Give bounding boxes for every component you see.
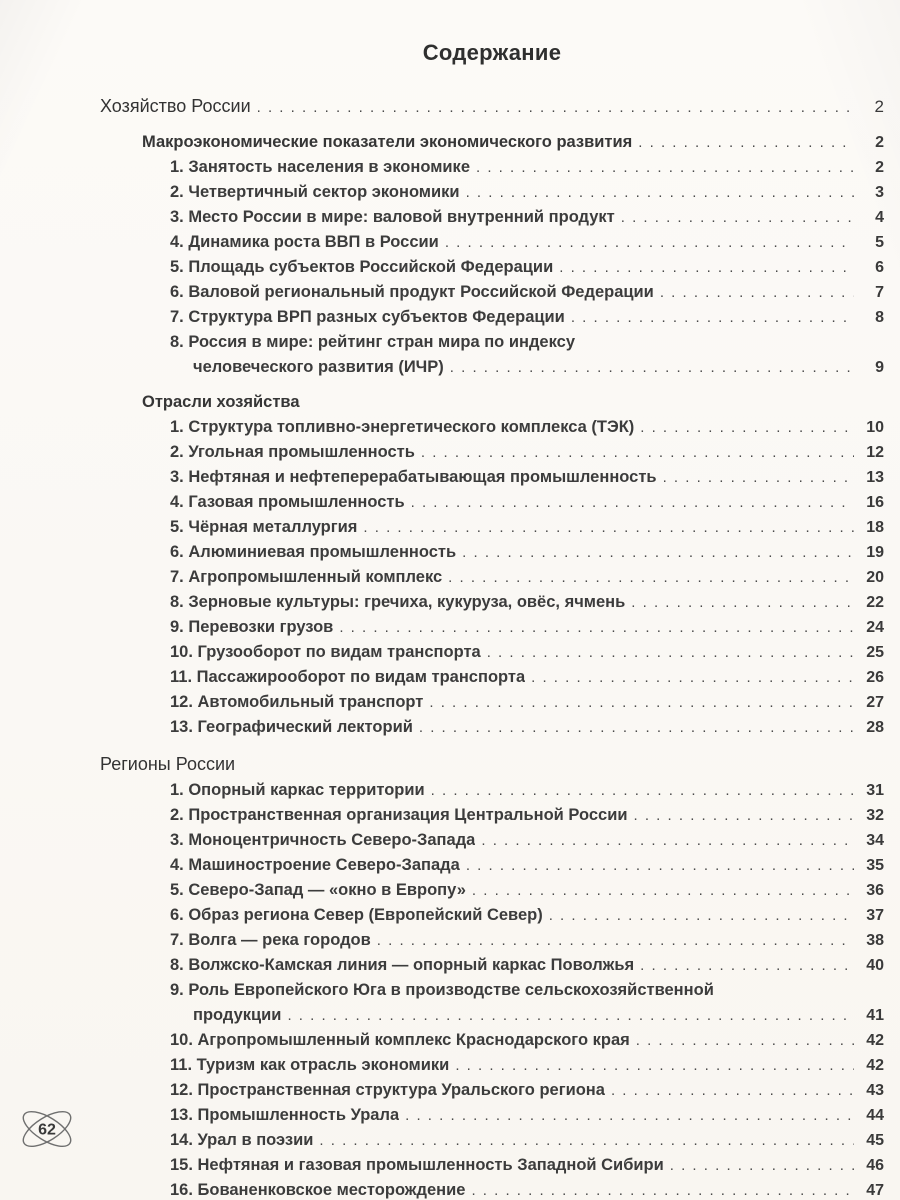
toc-entry-page: 12 [866,444,884,461]
toc-entry-page: 13 [866,469,884,486]
toc-entry-text: 12. Пространственная структура Уральского региона [170,1081,605,1099]
toc-entry [100,440,884,465]
toc-entry [100,390,884,415]
toc-entry [100,205,884,230]
toc-entry-page: 20 [866,569,884,586]
toc-entry-text: 8. Зерновые культуры: гречиха, кукуруза, овёс, ячмень [170,593,626,611]
toc-entry-page: 38 [866,932,884,949]
dot-leader [421,440,854,465]
toc-entry-text: 10. Агропромышленный комплекс Краснодарского края [170,1031,630,1049]
toc-entry [100,330,884,355]
toc-entry-page: 2 [875,159,884,176]
toc-entry-text: 8. Россия в мире: рейтинг стран мира по индексу [170,333,575,351]
toc-entry-text: 1. Занятость населения в экономике [170,158,470,176]
toc-entry [100,853,884,878]
dot-leader [571,305,854,330]
page-title: Содержание [422,40,562,65]
dot-leader [640,953,854,978]
toc-entry-page: 10 [866,419,884,436]
toc-entry [100,1178,884,1200]
toc-entry [100,130,884,155]
toc-entry-page: 25 [866,644,884,661]
dot-leader [339,615,854,640]
toc-entry-text: 6. Образ региона Север (Европейский Север) [170,906,543,924]
toc-entry [100,565,884,590]
toc-entry [100,928,884,953]
toc-entry-text: Отрасли хозяйства [142,393,300,411]
toc-entry-page: 22 [866,594,884,611]
toc-entry-page: 42 [866,1032,884,1049]
toc-entry-text: 4. Газовая промышленность [170,493,405,511]
dot-leader [471,1178,854,1200]
toc-entry-text: 15. Нефтяная и газовая промышленность Западной Сибири [170,1156,664,1174]
toc-entry-text: 9. Роль Европейского Юга в производстве сельскохозяйственной [170,981,714,999]
dot-leader [363,515,854,540]
toc-entry-page: 45 [866,1132,884,1149]
toc-entry-text: 3. Место России в мире: валовой внутренний продукт [170,208,615,226]
toc-entry [100,515,884,540]
toc-entry-text: 8. Волжско-Камская линия — опорный каркас Поволжья [170,956,635,974]
toc-entry [100,230,884,255]
toc-entry-text: 6. Алюминиевая промышленность [170,543,457,561]
toc-entry [100,1028,884,1053]
toc-entry [100,690,884,715]
dot-leader [670,1153,854,1178]
dot-leader [462,540,854,565]
toc-entry-text: 4. Машиностроение Северо-Запада [170,856,460,874]
toc-entry-page: 4 [875,209,884,226]
toc-entry [100,590,884,615]
toc-entry-page: 16 [866,494,884,511]
toc-entry-page: 8 [875,309,884,326]
toc-entry [100,715,884,740]
dot-leader [455,1053,854,1078]
toc-entry-text: 12. Автомобильный транспорт [170,693,424,711]
toc-entry-page: 19 [866,544,884,561]
dot-leader [663,465,854,490]
toc-entry-text: 11. Пассажирооборот по видам транспорта [170,668,526,686]
toc-entry-text: 16. Бованенковское месторождение [170,1181,466,1199]
dot-leader [631,590,854,615]
toc-entry [100,640,884,665]
dot-leader [377,928,854,953]
dot-leader [660,280,854,305]
toc-entry-text: продукции [193,1006,282,1024]
dot-leader [448,565,854,590]
dot-leader [481,828,854,853]
toc-entry-text: Регионы России [100,754,236,774]
toc-entry-page: 5 [875,234,884,251]
toc-entry [100,752,884,778]
toc-entry-text: 2. Пространственная организация Центральной России [170,806,628,824]
toc-entry [100,828,884,853]
dot-leader [476,155,854,180]
toc-entry-text: 7. Волга — река городов [170,931,371,949]
toc-entry-text: Макроэкономические показатели экономического развития [142,133,633,151]
toc-entry-text: 10. Грузооборот по видам транспорта [170,643,481,661]
toc-entry [100,415,884,440]
toc-entry-page: 44 [866,1107,884,1124]
dot-leader [549,903,854,928]
toc-entry-page: 7 [875,284,884,301]
toc-entry-page: 24 [866,619,884,636]
dot-leader [431,778,854,803]
toc-entry-page: 46 [866,1157,884,1174]
dot-leader [636,1028,854,1053]
toc-entry-text: 14. Урал в поэзии [170,1131,314,1149]
toc-entry-page: 28 [866,719,884,736]
toc-entry [100,180,884,205]
footer-logo [18,1100,76,1158]
toc-entry-page: 3 [875,184,884,201]
toc-entry [100,953,884,978]
dot-leader [487,640,854,665]
toc-entry [100,1003,884,1028]
toc-entry-page: 9 [875,359,884,376]
toc-entry-page: 43 [866,1082,884,1099]
toc-entry-text: 6. Валовой региональный продукт Российской Федерации [170,283,654,301]
toc-entry [100,615,884,640]
dot-leader [559,255,854,280]
dot-leader [531,665,854,690]
toc-entry [100,355,884,380]
toc-entry-page: 27 [866,694,884,711]
dot-leader [450,355,854,380]
toc-entry [100,94,884,120]
dot-leader [405,1103,854,1128]
dot-leader [472,878,854,903]
toc-entry-page: 36 [866,882,884,899]
toc-content [100,0,884,1200]
toc-entry-page: 47 [866,1182,884,1199]
toc-entry-text: 5. Северо-Запад — «окно в Европу» [170,881,466,899]
toc-entry [100,490,884,515]
toc-entry [100,155,884,180]
toc-entry-text: 13. Промышленность Урала [170,1106,400,1124]
toc-entry [100,255,884,280]
toc-entry-page: 40 [866,957,884,974]
toc-entry-text: 5. Чёрная металлургия [170,518,358,536]
dot-leader [429,690,854,715]
toc-entry-text: 13. Географический лекторий [170,718,413,736]
dot-leader [611,1078,854,1103]
toc-entry-page: 2 [875,134,884,151]
toc-entry-page: 6 [875,259,884,276]
toc-entry-page: 42 [866,1057,884,1074]
toc-list [100,94,884,1200]
dot-leader [319,1128,854,1153]
toc-entry-page: 37 [866,907,884,924]
toc-entry-page: 41 [866,1007,884,1024]
toc-entry [100,878,884,903]
toc-entry [100,778,884,803]
toc-entry-text: 7. Агропромышленный комплекс [170,568,443,586]
toc-entry [100,978,884,1003]
dot-leader [466,853,854,878]
toc-entry [100,540,884,565]
toc-entry-text: Хозяйство России [100,96,251,116]
toc-entry-page: 35 [866,857,884,874]
toc-entry [100,305,884,330]
toc-entry [100,1128,884,1153]
dot-leader [257,94,854,120]
toc-entry-page: 26 [866,669,884,686]
toc-entry-text: 4. Динамика роста ВВП в России [170,233,439,251]
toc-entry-text: 7. Структура ВРП разных субъектов Федерации [170,308,565,326]
dot-leader [445,230,854,255]
dot-leader [634,803,854,828]
toc-entry [100,465,884,490]
toc-entry [100,903,884,928]
toc-entry [100,1078,884,1103]
toc-entry-text: 3. Нефтяная и нефтеперерабатывающая промышленность [170,468,657,486]
toc-entry [100,280,884,305]
toc-entry-text: человеческого развития (ИЧР) [193,358,444,376]
toc-entry [100,1153,884,1178]
toc-entry [100,1103,884,1128]
atom-logo-icon [18,1100,76,1158]
toc-entry [100,1053,884,1078]
dot-leader [411,490,854,515]
toc-entry-text: 9. Перевозки грузов [170,618,334,636]
dot-leader [466,180,854,205]
dot-leader [621,205,854,230]
toc-entry-page: 32 [866,807,884,824]
toc-entry-text: 1. Структура топливно-энергетического комплекса (ТЭК) [170,418,635,436]
toc-entry-page: 18 [866,519,884,536]
dot-leader [287,1003,854,1028]
toc-entry-text: 1. Опорный каркас территории [170,781,425,799]
toc-entry-text: 3. Моноцентричность Северо-Запада [170,831,476,849]
toc-entry-page: 2 [874,97,884,116]
toc-entry [100,665,884,690]
toc-entry-page: 34 [866,832,884,849]
toc-entry [100,803,884,828]
dot-leader [640,415,854,440]
toc-entry-text: 2. Четвертичный сектор экономики [170,183,460,201]
toc-entry-text: 5. Площадь субъектов Российской Федерации [170,258,554,276]
toc-entry-text: 2. Угольная промышленность [170,443,415,461]
dot-leader [638,130,854,155]
toc-entry-text: 11. Туризм как отрасль экономики [170,1056,450,1074]
toc-entry-page: 31 [866,782,884,799]
footer-page-number: 62 [38,1121,56,1139]
dot-leader [419,715,854,740]
